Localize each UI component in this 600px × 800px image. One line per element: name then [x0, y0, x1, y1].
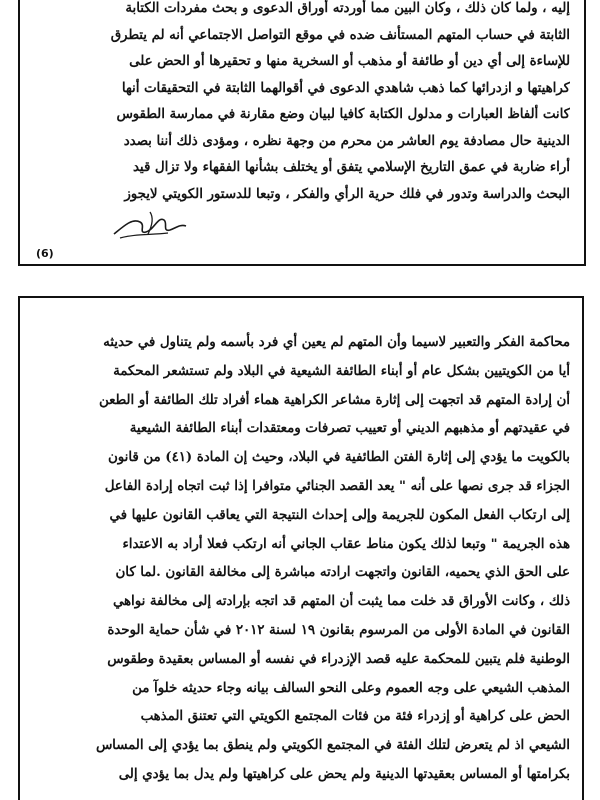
text-line: أن إرادة المتهم قد اتجهت إلى إثارة مشاعر الكراهية هماء أفراد تلك الطائفة أو الطعن	[98, 392, 570, 408]
text-line: إلى ارتكاب الفعل المكون للجريمة وإلى إحداث النتيجة التي يعاقب القانون عليها في	[109, 507, 570, 523]
text-line: في عقيدتهم أو مذهبهم الديني أو تعييب تصرفات ومعتقدات أبناء الطائفة الشيعية	[129, 421, 570, 437]
text-line: على الحق الذي يحميه، القانون واتجهت ارادته مباشرة إلى مخالفة القانون .لما كان	[115, 565, 570, 581]
text-line: أيا من الكويتيين بشكل عام أو أبناء الطائفة الشيعية في البلاد ولم تستشعر المحكمة	[113, 363, 570, 379]
text-line: الثابتة في حساب المتهم المستأنف ضده في موقع التواصل الاجتماعي أنه لم يتطرق	[110, 27, 570, 43]
text-line: الجزاء قد جرى نصها على أنه " يعد القصد الجنائي متوافرا إذا ثبت اتجاه إرادة الفاعل	[104, 478, 570, 494]
text-line: أراء ضاربة في عمق التاريخ الإسلامي يتفق أو يختلف بشأنها الفقهاء ولا تزال قيد	[132, 160, 570, 175]
current-page-text	[32, 329, 570, 790]
text-line: ذلك ، وكانت الأوراق قد خلت مما يثبت أن المتهم قد اتجه بإرادته إلى مخالفة نواهي	[112, 594, 570, 610]
text-line: الدينية حال مصادفة يوم العاشر من محرم من وجهة نظره ، ومؤدى ذلك أننا بصدد	[123, 133, 570, 149]
text-line: كانت ألفاظ العبارات و مدلول الكتابة كافيا لبيان وضع مقارنة في ممارسة الطقوس	[116, 107, 570, 122]
text-line: للإساءة إلى أي دين أو طائفة أو مذهب أو السخرية منها و تحقيرها أو الحض على	[129, 54, 570, 69]
text-line: البحث والدراسة وتدور في فلك حرية الرأي والفكر ، وتبعا للدستور الكويتي لايجوز	[124, 186, 570, 202]
current-page-sheet	[18, 296, 584, 800]
text-line: بالكويت ما يؤدي إلى إثارة الفتن الطائفية في البلاد، وحيث إن المادة (٤١) من قانون	[108, 450, 570, 466]
text-line: هذه الجريمة " وتبعا لذلك يكون مناط عقاب الجاني أنه ارتكب فعلا أراد به الاعتداء	[122, 536, 570, 552]
previous-page-sheet	[18, 0, 586, 266]
text-line: بكرامتها أو المساس بعقيدتها الدينية ولم يحض على كراهيتها ولم يدل بما يؤدي إلى	[118, 766, 570, 782]
text-line: الوطنية فلم يتبين للمحكمة عليه قصد الإزدراء في نفسه أو المساس بعقيدة وطقوس	[107, 651, 570, 667]
text-line: إليه ، ولما كان ذلك ، وكان البين مما أوردته أوراق الدعوى و بحث مفردات الكتابة	[125, 1, 570, 16]
text-line: محاكمة الفكر والتعبير لاسيما وأن المتهم لم يعين أي فرد بأسمه ولم يتناول في حديثه	[103, 335, 570, 350]
text-line: الشيعي اذ لم يتعرض لتلك الفئة في المجتمع الكويتي ولم ينطق بما يؤدي إلى المساس	[95, 738, 570, 754]
text-line: المذهب الشيعي على وجه العموم وعلى النحو السالف بيانه وجاء حديثه خلوآ من	[132, 680, 570, 696]
page-number: (6)	[36, 247, 54, 260]
signature-icon	[110, 204, 190, 242]
text-line: الحض على كراهية أو إزدراء فئة من فئات المجتمع الكويتي التي تعتنق المذهب	[140, 709, 570, 725]
text-line: القانون في المادة الأولى من المرسوم بقانون ١٩ لسنة ٢٠١٢ في شأن حماية الوحدة	[107, 622, 570, 638]
page-gap	[0, 266, 600, 296]
text-line: كراهيتها و ازدرائها كما ذهب شاهدي الدعوى في أقوالهما الثابتة في التحقيقات أنها	[121, 80, 570, 96]
previous-page-text	[36, 0, 570, 208]
